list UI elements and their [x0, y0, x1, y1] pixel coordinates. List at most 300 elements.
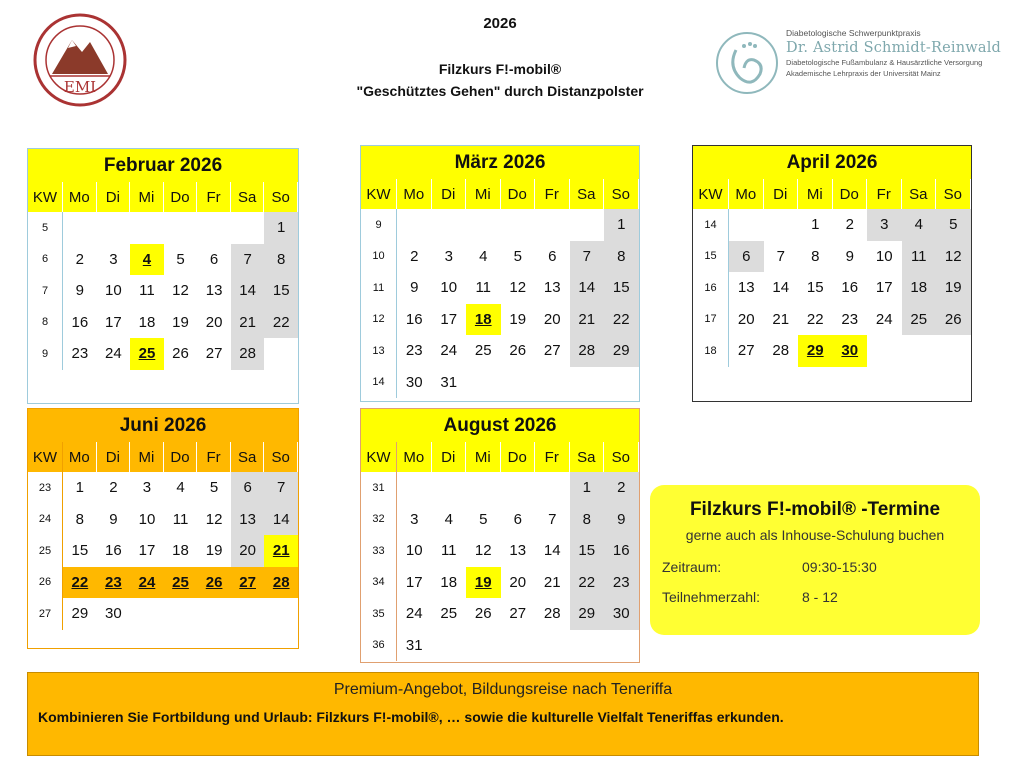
teilnehmer-value: 8 - 12: [802, 589, 838, 605]
week-row: [28, 244, 298, 276]
calendar-grid: [361, 179, 639, 398]
weekday-header: Sa: [231, 442, 265, 472]
day-cell: 24: [875, 310, 893, 328]
empty-day-cell: [535, 472, 570, 504]
day-cell: 6: [209, 250, 219, 268]
day-cell: 18: [172, 542, 189, 560]
day-cell: 18: [440, 573, 458, 591]
week-number: 15: [693, 241, 729, 273]
empty-day-cell: [867, 335, 902, 367]
calendar-grid: [28, 182, 298, 370]
empty-day-cell: [466, 209, 501, 241]
day-cell: 13: [737, 279, 755, 297]
day-cell: 16: [405, 310, 423, 328]
day-cell: 14: [231, 275, 265, 307]
empty-day-cell: [729, 209, 764, 241]
empty-day-cell: [197, 212, 231, 244]
empty-day-cell: [535, 630, 570, 662]
day-cell: 28: [543, 605, 561, 623]
weekday-header: Do: [833, 179, 868, 209]
day-cell: 13: [509, 542, 527, 560]
week-number: 18: [693, 335, 729, 367]
weekday-header: Di: [432, 442, 467, 472]
week-row: [361, 535, 639, 567]
kw-header: KW: [361, 179, 397, 209]
week-number: 14: [693, 209, 729, 241]
weekday-header: Mo: [63, 442, 97, 472]
empty-day-cell: [63, 212, 97, 244]
day-cell: 24: [440, 342, 458, 360]
day-cell: 27: [737, 342, 755, 360]
day-cell: 3: [867, 209, 902, 241]
week-number: 9: [28, 338, 63, 370]
day-cell: 7: [548, 510, 557, 528]
weekday-header: Fr: [867, 179, 902, 209]
day-cell: 7: [570, 241, 605, 273]
weekday-header: Sa: [570, 179, 605, 209]
weekday-header: Sa: [570, 442, 605, 472]
week-number: 16: [693, 272, 729, 304]
empty-day-cell: [604, 367, 639, 399]
empty-day-cell: [164, 212, 198, 244]
calendar-grid: [361, 442, 639, 661]
weekday-header: Fr: [197, 442, 231, 472]
day-cell: 1: [75, 479, 84, 497]
week-row: [361, 630, 639, 662]
day-cell: 2: [410, 247, 419, 265]
day-cell: 4: [130, 244, 164, 276]
course-title-line2: "Geschütztes Gehen" durch Distanzpolster: [356, 83, 644, 99]
day-cell: 6: [548, 247, 557, 265]
week-row: [361, 209, 639, 241]
zeitraum-row: [662, 559, 968, 575]
day-cell: 23: [841, 310, 859, 328]
zeitraum-label: Zeitraum:: [662, 559, 722, 575]
day-cell: 26: [197, 567, 231, 599]
day-cell: 5: [209, 479, 219, 497]
week-row: [28, 307, 298, 339]
weekday-header: So: [604, 179, 639, 209]
empty-day-cell: [397, 209, 432, 241]
day-cell: 20: [205, 313, 223, 331]
course-title: [300, 58, 700, 102]
week-row: [693, 304, 971, 336]
calendar-month-title: April 2026: [693, 146, 971, 179]
week-row: [361, 272, 639, 304]
calendar-juni: [27, 408, 299, 649]
day-cell: 29: [604, 335, 639, 367]
day-cell: 21: [772, 310, 790, 328]
day-cell: 25: [902, 304, 937, 336]
teilnehmer-label: Teilnehmerzahl:: [662, 589, 761, 605]
day-cell: 23: [405, 342, 423, 360]
empty-day-cell: [501, 367, 536, 399]
empty-day-cell: [130, 212, 164, 244]
day-cell: 10: [405, 542, 423, 560]
empty-day-cell: [501, 630, 536, 662]
praxis-name: Dr. Astrid Schmidt-Reinwald: [786, 40, 1002, 56]
empty-day-cell: [164, 598, 198, 630]
day-cell: 20: [543, 310, 561, 328]
day-cell: 3: [109, 250, 118, 268]
day-cell: 6: [513, 510, 522, 528]
day-cell: 19: [466, 567, 501, 599]
week-number: 36: [361, 630, 397, 662]
week-row: [693, 209, 971, 241]
day-cell: 2: [604, 472, 639, 504]
week-number: 12: [361, 304, 397, 336]
praxis-line4: Akademische Lehrpraxis der Universität Mainz: [786, 69, 941, 78]
empty-day-cell: [231, 598, 265, 630]
teilnehmer-row: [662, 589, 968, 605]
weekday-header: Mo: [397, 179, 432, 209]
day-cell: 30: [833, 335, 868, 367]
day-cell: 19: [509, 310, 527, 328]
day-cell: 18: [466, 304, 501, 336]
day-cell: 28: [264, 567, 298, 599]
weekday-header: Mi: [466, 442, 501, 472]
weekday-header: Sa: [231, 182, 265, 212]
empty-day-cell: [466, 472, 501, 504]
day-cell: 8: [570, 504, 605, 536]
day-cell: 10: [105, 282, 122, 300]
day-cell: 6: [729, 241, 764, 273]
zeitraum-value: 09:30-15:30: [802, 559, 877, 575]
weekday-header: Fr: [535, 179, 570, 209]
week-number: 34: [361, 567, 397, 599]
day-cell: 16: [71, 313, 89, 331]
week-row: [28, 472, 298, 504]
day-cell: 15: [264, 275, 298, 307]
day-cell: 19: [205, 542, 223, 560]
week-number: 5: [28, 212, 63, 244]
premium-heading: Premium-Angebot, Bildungsreise nach Teneriffa: [333, 681, 673, 698]
termine-subtitle: gerne auch als Inhouse-Schulung buchen: [685, 527, 945, 543]
day-cell: 16: [105, 542, 122, 560]
empty-day-cell: [570, 367, 605, 399]
week-row: [361, 304, 639, 336]
day-cell: 14: [543, 542, 561, 560]
emi-logo: [32, 12, 128, 108]
day-cell: 29: [798, 335, 833, 367]
empty-day-cell: [432, 472, 467, 504]
empty-day-cell: [501, 209, 536, 241]
weekday-header: Mi: [130, 182, 164, 212]
empty-day-cell: [97, 212, 131, 244]
day-cell: 26: [509, 342, 527, 360]
week-row: [28, 535, 298, 567]
weekday-header-row: [361, 442, 639, 472]
week-number: 13: [361, 335, 397, 367]
day-cell: 1: [264, 212, 298, 244]
day-cell: 9: [109, 510, 118, 528]
week-number: 6: [28, 244, 63, 276]
day-cell: 9: [410, 279, 419, 297]
kw-header: KW: [361, 442, 397, 472]
day-cell: 9: [845, 247, 854, 265]
calendar-grid: [693, 179, 971, 367]
day-cell: 2: [109, 479, 118, 497]
day-cell: 11: [902, 241, 937, 273]
day-cell: 30: [405, 373, 423, 391]
week-row: [693, 272, 971, 304]
weekday-header: Di: [764, 179, 799, 209]
day-cell: 27: [509, 605, 527, 623]
day-cell: 3: [142, 479, 152, 497]
day-cell: 20: [231, 535, 265, 567]
praxis-line3: Diabetologische Fußambulanz & Hausärztliche Versorgung: [786, 58, 983, 67]
week-number: 17: [693, 304, 729, 336]
day-cell: 22: [63, 567, 97, 599]
day-cell: 6: [231, 472, 265, 504]
weekday-header: Di: [432, 179, 467, 209]
empty-day-cell: [197, 598, 231, 630]
weekday-header: Fr: [197, 182, 231, 212]
week-number: 10: [361, 241, 397, 273]
day-cell: 10: [138, 510, 156, 528]
day-cell: 4: [479, 247, 488, 265]
day-cell: 14: [772, 279, 790, 297]
day-cell: 28: [772, 342, 790, 360]
weekday-header: Do: [164, 182, 198, 212]
day-cell: 14: [264, 504, 298, 536]
calendar-april: [692, 145, 972, 402]
day-cell: 16: [841, 279, 859, 297]
day-cell: 28: [231, 338, 265, 370]
day-cell: 21: [543, 573, 561, 591]
day-cell: 15: [604, 272, 639, 304]
praxis-line1: Diabetologische Schwerpunktpraxis: [786, 28, 921, 38]
day-cell: 15: [570, 535, 605, 567]
year-heading: 2026: [483, 15, 517, 32]
day-cell: 2: [75, 250, 84, 268]
day-cell: 26: [936, 304, 971, 336]
week-row: [693, 335, 971, 367]
week-row: [28, 598, 298, 630]
week-row: [693, 241, 971, 273]
empty-day-cell: [432, 209, 467, 241]
day-cell: 17: [105, 313, 122, 331]
day-cell: 22: [806, 310, 824, 328]
praxis-info: [786, 28, 1016, 78]
course-title-line1: Filzkurs F!-mobil®: [438, 61, 562, 77]
week-row: [361, 598, 639, 630]
week-number: 31: [361, 472, 397, 504]
day-cell: 24: [405, 605, 423, 623]
weekday-header-row: [693, 179, 971, 209]
empty-day-cell: [130, 598, 164, 630]
day-cell: 23: [71, 345, 89, 363]
day-cell: 22: [570, 567, 605, 599]
day-cell: 21: [264, 535, 298, 567]
weekday-header: Fr: [535, 442, 570, 472]
day-cell: 11: [440, 542, 457, 560]
week-number: 24: [28, 504, 63, 536]
day-cell: 10: [440, 279, 458, 297]
day-cell: 28: [570, 335, 605, 367]
week-number: 11: [361, 272, 397, 304]
weekday-header-row: [28, 182, 298, 212]
weekday-header: Mi: [466, 179, 501, 209]
empty-day-cell: [936, 335, 971, 367]
day-cell: 4: [444, 510, 453, 528]
weekday-header: Do: [501, 442, 536, 472]
weekday-header-row: [28, 442, 298, 472]
day-cell: 5: [479, 510, 488, 528]
day-cell: 11: [172, 510, 189, 528]
calendar-month-title: Februar 2026: [28, 149, 298, 182]
week-row: [361, 504, 639, 536]
day-cell: 17: [405, 573, 423, 591]
kw-header: KW: [28, 182, 63, 212]
weekday-header: Do: [164, 442, 198, 472]
day-cell: 24: [130, 567, 164, 599]
termine-title: Filzkurs F!-mobil® -Termine: [689, 499, 941, 520]
empty-day-cell: [264, 598, 298, 630]
empty-day-cell: [604, 630, 639, 662]
day-cell: 12: [172, 282, 189, 300]
day-cell: 7: [264, 472, 298, 504]
empty-day-cell: [466, 367, 501, 399]
calendar-februar: [27, 148, 299, 404]
calendar-month-title: August 2026: [361, 409, 639, 442]
day-cell: 19: [936, 272, 971, 304]
day-cell: 5: [936, 209, 971, 241]
day-cell: 24: [105, 345, 122, 363]
day-cell: 7: [776, 247, 785, 265]
day-cell: 13: [205, 282, 223, 300]
empty-day-cell: [902, 335, 937, 367]
day-cell: 21: [231, 307, 265, 339]
day-cell: 13: [543, 279, 561, 297]
week-row: [28, 567, 298, 599]
day-cell: 22: [264, 307, 298, 339]
week-row: [361, 335, 639, 367]
empty-day-cell: [466, 630, 501, 662]
day-cell: 26: [474, 605, 492, 623]
day-cell: 25: [130, 338, 164, 370]
day-cell: 29: [71, 605, 89, 623]
empty-day-cell: [535, 367, 570, 399]
week-number: 35: [361, 598, 397, 630]
empty-day-cell: [570, 209, 605, 241]
day-cell: 11: [475, 279, 492, 297]
day-cell: 30: [604, 598, 639, 630]
weekday-header: Di: [97, 182, 131, 212]
day-cell: 12: [509, 279, 527, 297]
week-row: [361, 567, 639, 599]
day-cell: 3: [444, 247, 453, 265]
calendar-grid: [28, 442, 298, 630]
weekday-header: So: [264, 182, 298, 212]
week-row: [361, 472, 639, 504]
day-cell: 20: [737, 310, 755, 328]
empty-day-cell: [535, 209, 570, 241]
day-cell: 27: [205, 345, 223, 363]
day-cell: 23: [604, 567, 639, 599]
day-cell: 16: [604, 535, 639, 567]
kw-header: KW: [693, 179, 729, 209]
week-number: 7: [28, 275, 63, 307]
day-cell: 1: [570, 472, 605, 504]
weekday-header: Mo: [63, 182, 97, 212]
day-cell: 8: [75, 510, 84, 528]
empty-day-cell: [264, 338, 298, 370]
week-number: 14: [361, 367, 397, 399]
day-cell: 9: [75, 282, 84, 300]
emi-logo-text: EMI: [63, 78, 97, 96]
week-number: 8: [28, 307, 63, 339]
day-cell: 26: [172, 345, 189, 363]
day-cell: 7: [231, 244, 265, 276]
week-row: [28, 338, 298, 370]
empty-day-cell: [397, 472, 432, 504]
weekday-header: So: [936, 179, 971, 209]
day-cell: 18: [902, 272, 937, 304]
day-cell: 25: [164, 567, 198, 599]
day-cell: 12: [936, 241, 971, 273]
day-cell: 27: [231, 567, 265, 599]
day-cell: 1: [604, 209, 639, 241]
weekday-header: So: [604, 442, 639, 472]
day-cell: 18: [138, 313, 156, 331]
day-cell: 17: [138, 542, 156, 560]
day-cell: 17: [875, 279, 893, 297]
day-cell: 8: [264, 244, 298, 276]
week-row: [28, 504, 298, 536]
day-cell: 11: [139, 282, 155, 300]
week-row: [361, 367, 639, 399]
calendar-month-title: März 2026: [361, 146, 639, 179]
day-cell: 30: [105, 605, 122, 623]
day-cell: 25: [474, 342, 492, 360]
weekday-header: Sa: [902, 179, 937, 209]
day-cell: 21: [570, 304, 605, 336]
day-cell: 20: [509, 573, 527, 591]
day-cell: 25: [440, 605, 458, 623]
day-cell: 29: [570, 598, 605, 630]
day-cell: 12: [474, 542, 492, 560]
week-number: 27: [28, 598, 63, 630]
day-cell: 9: [604, 504, 639, 536]
calendar-month-title: Juni 2026: [28, 409, 298, 442]
day-cell: 27: [543, 342, 561, 360]
week-number: 26: [28, 567, 63, 599]
empty-day-cell: [570, 630, 605, 662]
calendar-august: [360, 408, 640, 663]
day-cell: 8: [604, 241, 639, 273]
day-cell: 5: [176, 250, 185, 268]
weekday-header: Mi: [130, 442, 164, 472]
day-cell: 13: [231, 504, 265, 536]
weekday-header: So: [264, 442, 298, 472]
day-cell: 5: [513, 247, 522, 265]
day-cell: 23: [97, 567, 131, 599]
day-cell: 10: [875, 247, 893, 265]
empty-day-cell: [231, 212, 265, 244]
week-number: 32: [361, 504, 397, 536]
day-cell: 2: [845, 216, 854, 234]
week-row: [28, 212, 298, 244]
day-cell: 14: [570, 272, 605, 304]
empty-day-cell: [764, 209, 799, 241]
week-number: 9: [361, 209, 397, 241]
weekday-header: Mo: [729, 179, 764, 209]
week-number: 23: [28, 472, 63, 504]
weekday-header: Do: [501, 179, 536, 209]
week-number: 25: [28, 535, 63, 567]
week-number: 33: [361, 535, 397, 567]
